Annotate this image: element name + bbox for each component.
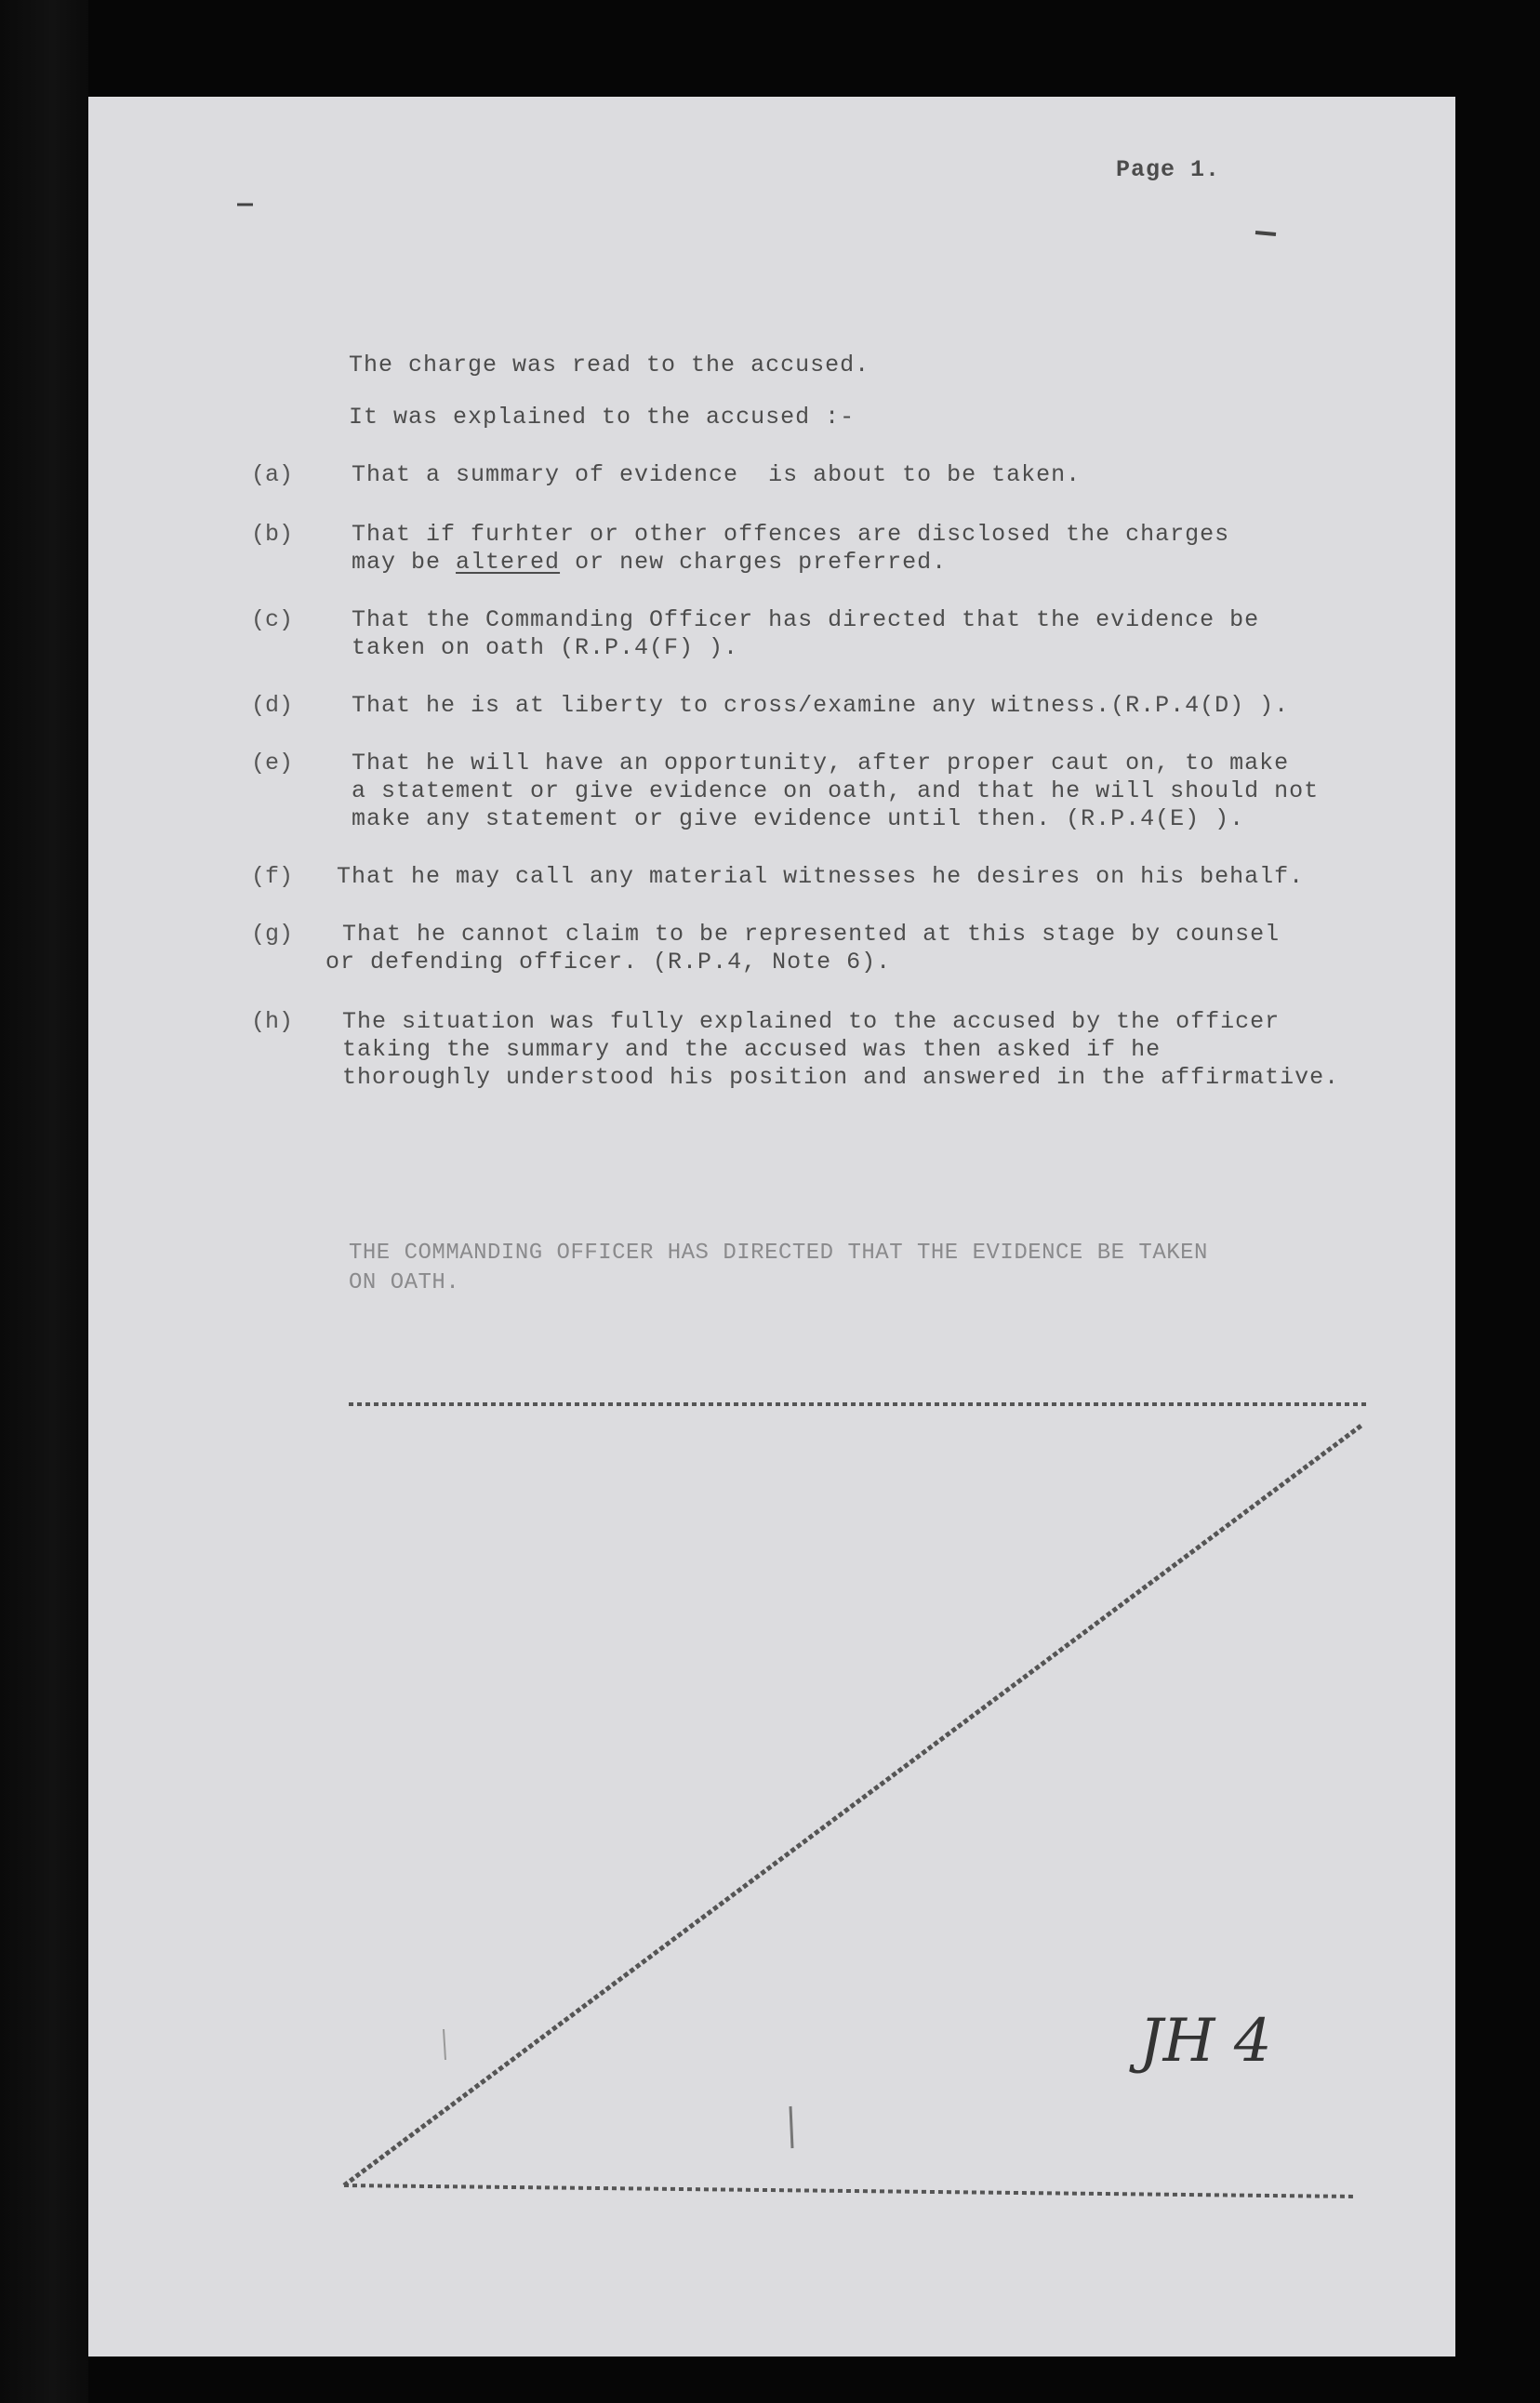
item-b-line-2-end: or new charges preferred. bbox=[560, 549, 948, 576]
scan-mark bbox=[1255, 232, 1276, 234]
item-a-line-1: That a summary of evidence is about to be taken. bbox=[352, 461, 1082, 488]
directive-line-2: ON OATH. bbox=[349, 1270, 460, 1295]
directive-line-1: THE COMMANDING OFFICER HAS DIRECTED THAT THE EVIDENCE BE TAKEN bbox=[349, 1241, 1208, 1266]
item-label-d: (d) bbox=[251, 692, 294, 719]
item-e-line-3: make any statement or give evidence until then. (R.P.4(E) ). bbox=[352, 805, 1245, 832]
item-c-line-2: taken on oath (R.P.4(F) ). bbox=[352, 634, 739, 661]
item-label-c: (c) bbox=[251, 606, 294, 633]
item-label-a: (a) bbox=[251, 461, 294, 488]
page-number: Page 1. bbox=[1116, 156, 1221, 183]
item-h-line-1: The situation was fully explained to the accused by the officer bbox=[342, 1008, 1281, 1035]
scan-mark bbox=[790, 2106, 792, 2148]
item-h-line-2: taking the summary and the accused was then asked if he bbox=[342, 1036, 1162, 1063]
item-c-line-1: That the Commanding Officer has directed that the evidence be bbox=[352, 606, 1260, 633]
item-label-g: (g) bbox=[251, 921, 294, 948]
handwritten-initials: JH 4 bbox=[1139, 2007, 1272, 2076]
item-e-line-1: That he will have an opportunity, after proper caut on, to make bbox=[352, 750, 1290, 777]
item-b-line-1: That if furhter or other offences are disclosed the charges bbox=[352, 521, 1230, 548]
item-label-h: (h) bbox=[251, 1008, 294, 1035]
item-label-f: (f) bbox=[251, 863, 294, 890]
explained-line: It was explained to the accused :- bbox=[349, 404, 856, 431]
item-b-line-2-start: may be bbox=[352, 549, 457, 576]
item-label-b: (b) bbox=[251, 521, 294, 548]
item-g-line-2: or defending officer. (R.P.4, Note 6). bbox=[325, 949, 892, 976]
item-label-e: (e) bbox=[251, 750, 294, 777]
diagonal-cancel-line bbox=[344, 1425, 1362, 2185]
item-e-line-2: a statement or give evidence on oath, and that he will should not bbox=[352, 777, 1320, 804]
item-b-altered-word: altered bbox=[456, 549, 561, 576]
item-f-line-1: That he may call any material witnesses he desires on his behalf. bbox=[337, 863, 1305, 890]
item-h-line-3: thoroughly understood his position and answered in the affirmative. bbox=[342, 1064, 1340, 1091]
bottom-dotted-rule bbox=[344, 2185, 1356, 2197]
item-g-line-1: That he cannot claim to be represented at this stage by counsel bbox=[342, 921, 1281, 948]
intro-line: The charge was read to the accused. bbox=[349, 352, 870, 378]
item-d-line-1: That he is at liberty to cross/examine any witness.(R.P.4(D) ). bbox=[352, 692, 1290, 719]
scan-mark bbox=[444, 2029, 445, 2060]
